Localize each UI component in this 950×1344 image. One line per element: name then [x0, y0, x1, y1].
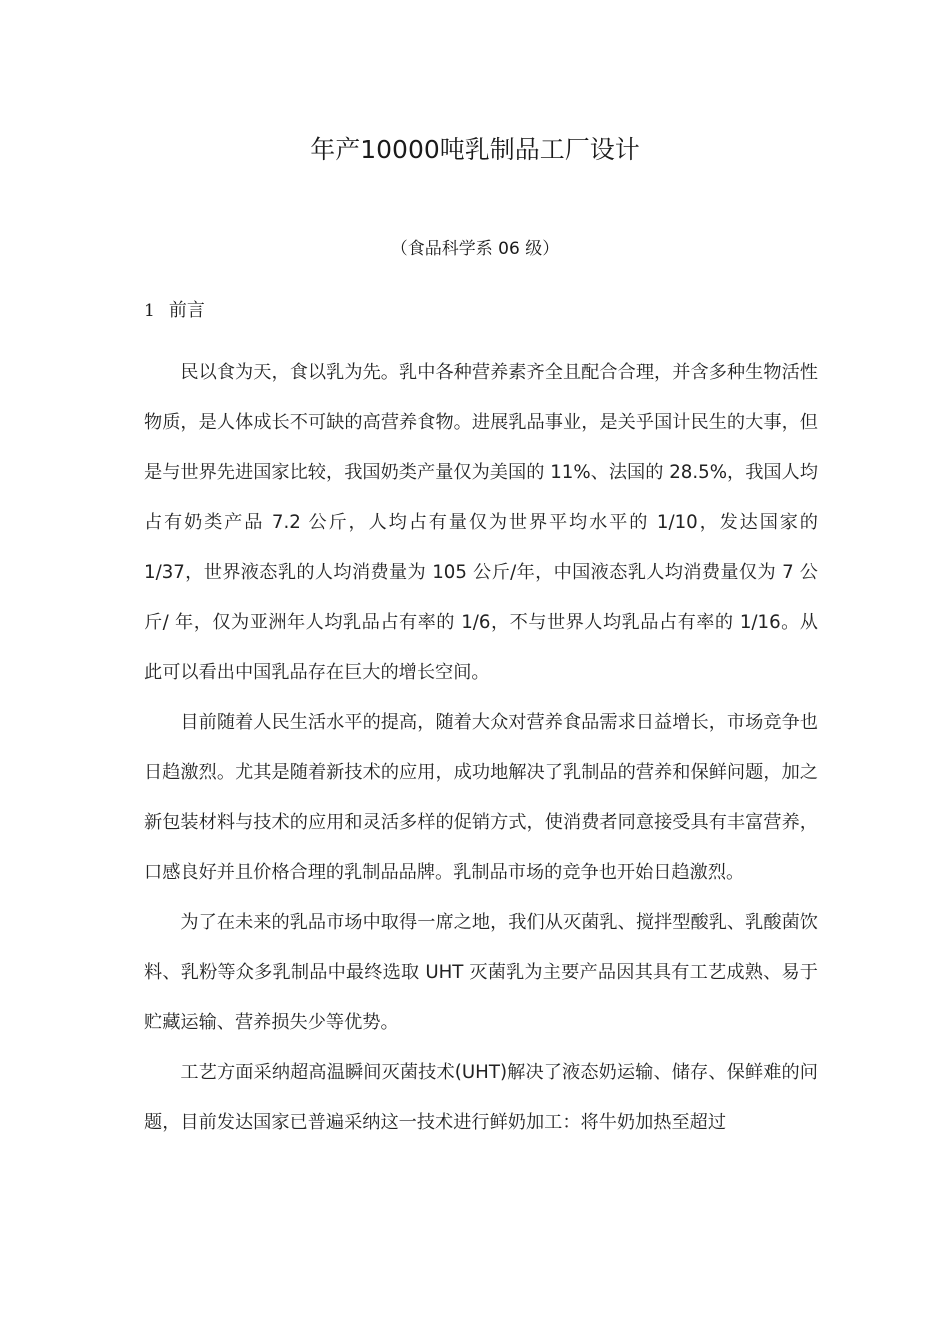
document-subtitle: （食品科学系 06 级）: [390, 239, 560, 259]
section-number: 1: [144, 301, 155, 321]
paragraph: 为了在未来的乳品市场中取得一席之地，我们从灭菌乳、搅拌型酸乳、乳酸菌饮料、乳粉等众多乳制品中最终选取 UHT 灭菌乳为主要产品因其具有工艺成熟、易于贮藏运输、营养损失少等优势。: [144, 912, 818, 1033]
section-title: 前言: [168, 300, 205, 321]
document-body: [144, 348, 818, 1148]
document-title: 年产10000吨乳制品工厂设计: [310, 135, 640, 164]
section-heading: [144, 296, 205, 326]
paragraph: 工艺方面采纳超高温瞬间灭菌技术(UHT)解决了液态奶运输、储存、保鲜难的问题，目前发达国家已普遍采纳这一技术进行鲜奶加工：将牛奶加热至超过: [144, 1062, 818, 1133]
paragraph: 民以食为天，食以乳为先。乳中各种营养素齐全且配合合理，并含多种生物活性物质，是人体成长不可缺的高营养食物。进展乳品事业，是关乎国计民生的大事，但是与世界先进国家比较，我国奶类产量仅为美国的 11%、法国的 28.5%，我国人均占有奶类产品 7.2 公斤，人均占有量仅为世界平均水平的 1/10，发达国家的 1/37，世界液态乳的人均消费量为 105 公斤/年，中国液态乳人均消费量仅为 7 公斤/ 年，仅为亚洲年人均乳品占有率的 1/6，不与世界人均乳品占有率的 1/16。从此可以看出中国乳品存在巨大的增长空间。: [144, 362, 818, 683]
paragraph: 目前随着人民生活水平的提高，随着大众对营养食品需求日益增长，市场竞争也日趋激烈。尤其是随着新技术的应用，成功地解决了乳制品的营养和保鲜问题，加之新包装材料与技术的应用和灵活多样的促销方式，使消费者同意接受具有丰富营养，口感良好并且价格合理的乳制品品牌。乳制品市场的竞争也开始日趋激烈。: [144, 712, 818, 883]
